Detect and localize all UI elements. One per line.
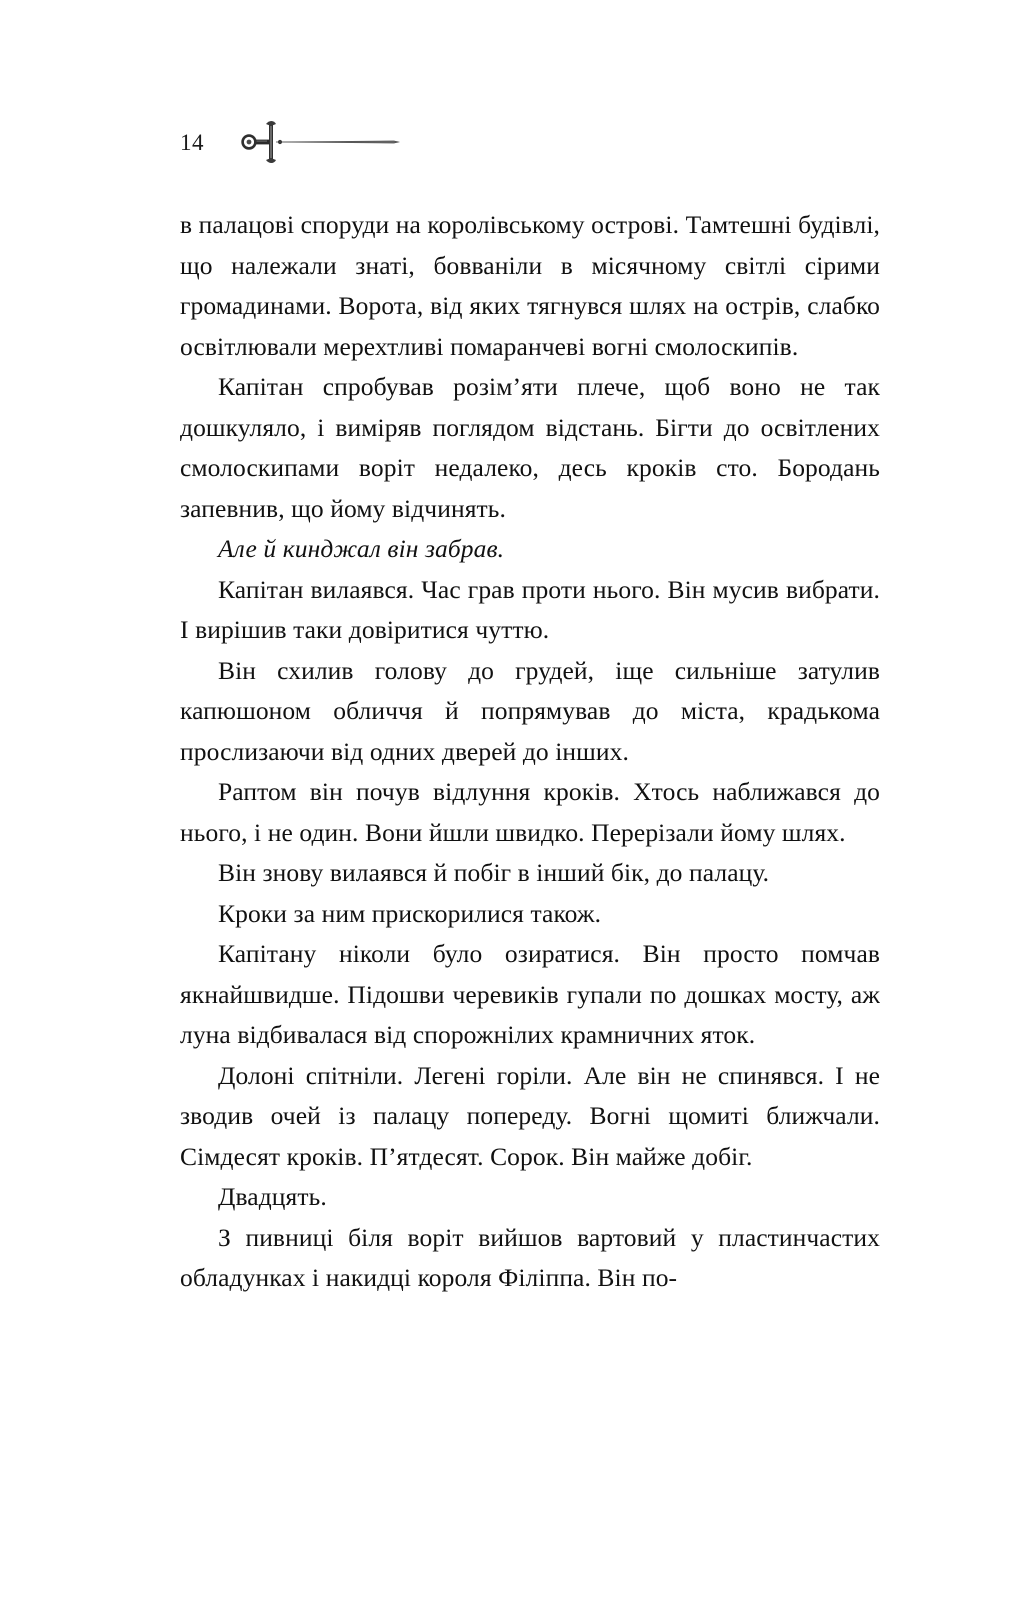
page-body — [180, 205, 880, 1299]
paragraph: Він схилив голову до грудей, іще сильніше затулив капюшоном обличчя й попрямував до міста, крадькома прослизаючи від одних дверей до інших. — [180, 655, 880, 766]
paragraph: Кроки за ним прискорилися також. — [218, 898, 602, 928]
paragraph: З пивниці біля воріт вийшов вартовий у пластинчастих обладунках і накидці короля Філіппа. Він по- — [180, 1222, 880, 1292]
paragraph: в палацові споруди на королівському острові. Тамтешні будівлі, що належали знаті, бовваніли в місячному світлі сірими громадинами. Ворота, від яких тягнувся шлях на острів, слабко освітлювали мерехтливі помаранчеві вогні смолоскипів. — [180, 210, 880, 361]
paragraph: Двадцять. — [218, 1182, 327, 1211]
paragraph: Капітан вилаявся. Час грав проти нього. Він мусив вибрати. І вирішив таки довіритися чуттю. — [180, 574, 880, 644]
paragraph: Долоні спітніли. Легені горіли. Але він не спинявся. І не зводив очей із палацу попереду. Вогні щомиті ближчали. Сімдесят кроків. П’ятдесят. Сорок. Він майже добіг. — [180, 1060, 880, 1171]
page-number: 14 — [180, 129, 204, 155]
sword-divider-icon — [218, 117, 408, 167]
page-header — [180, 112, 880, 172]
paragraph: Капітан спробував розім’яти плече, щоб воно не так дошкуляло, і виміряв поглядом відстань. Бігти до освітлених смолоскипами воріт недалеко, десь кроків сто. Бородань запевнив, що йому відчинять. — [180, 372, 880, 523]
paragraph: Він знову вилаявся й побіг в інший бік, до палацу. — [218, 858, 770, 887]
paragraph-italic: Але й кинджал він забрав. — [218, 534, 505, 563]
paragraph: Капітану ніколи було озиратися. Він просто помчав якнайшвидше. Підошви черевиків гупали по дошках мосту, аж луна відбивалася від спорожнілих крамничних яток. — [180, 939, 880, 1049]
paragraph: Раптом він почув відлуння кроків. Хтось наближався до нього, і не один. Вони йшли швидко. Перерізали йому шлях. — [180, 777, 880, 847]
